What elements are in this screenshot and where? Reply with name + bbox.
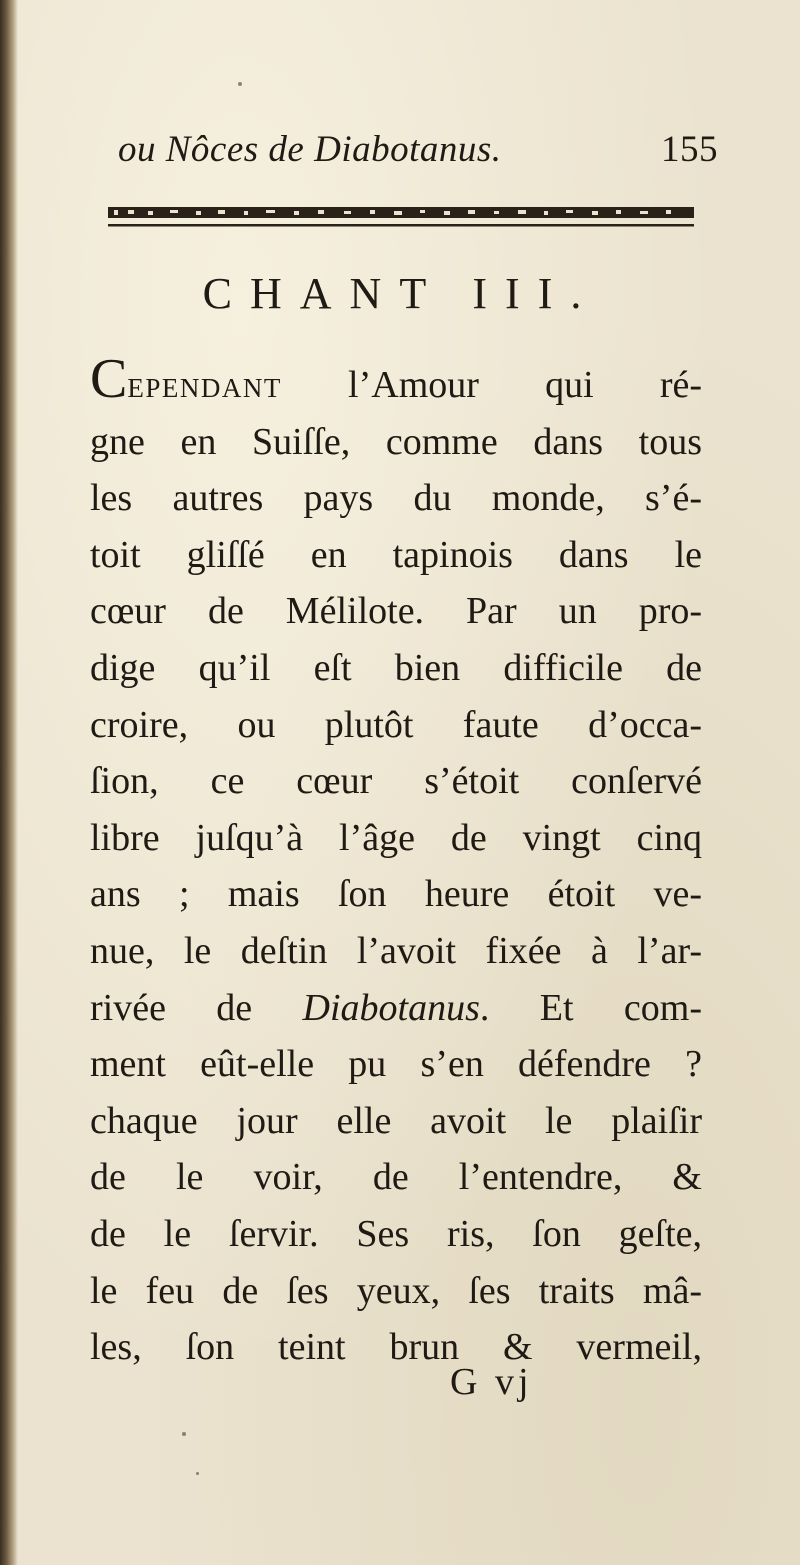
first-line-rest: l’Amour qui ré- [281,364,702,406]
body-line: les, ſon teint brun & vermeil, [90,1326,702,1369]
body-line: nue, le deſtin l’avoit fixée à l’ar- [90,929,702,972]
body-line: cœur de Mélilote. Par un pro- [90,590,702,633]
page-binding-edge [0,0,18,1565]
chapter-heading: CHANT III. [202,269,600,318]
signature-mark: G vj [450,1361,533,1403]
body-line: chaque jour elle avoit le plaiſir [90,1099,702,1142]
running-head-title: ou Nôces de Diabotanus. [118,129,502,170]
body-line: de le ſervir. Ses ris, ſon geſte, [90,1212,702,1255]
running-head [118,128,718,178]
body-line: de le voir, de l’entendre, & [90,1156,702,1199]
body-line: libre juſqu’à l’âge de vingt cinq [90,816,702,859]
body-first-line [90,357,702,414]
body-line: toit gliſſé en tapinois dans le [90,533,702,576]
small-caps-word: EPENDANT [127,373,282,403]
body-text [90,357,702,1376]
body-line: ans ; mais ſon heure étoit ve- [90,873,702,916]
body-line: dige qu’il eſt bien difficile de [90,646,702,689]
paper-speck [238,82,242,86]
paper-speck [182,1432,186,1436]
body-line: ſion, ce cœur s’étoit conſervé [90,760,702,803]
italic-name: Diabotanus [302,986,480,1029]
page-number: 155 [661,129,718,170]
body-line: ment eût-elle pu s’en défendre ? [90,1043,702,1086]
ornamental-rule [108,205,694,229]
body-line: le feu de ſes yeux, ſes traits mâ- [90,1269,702,1312]
body-line: croire, ou plutôt faute d’occa- [90,703,702,746]
body-line: gne en Suiſſe, comme dans tous [90,420,702,463]
body-line: rivée de Diabotanus. Et com- [90,986,702,1029]
body-line: les autres pays du monde, s’é- [90,477,702,520]
paper-speck [196,1472,199,1475]
drop-cap: C [90,357,128,410]
